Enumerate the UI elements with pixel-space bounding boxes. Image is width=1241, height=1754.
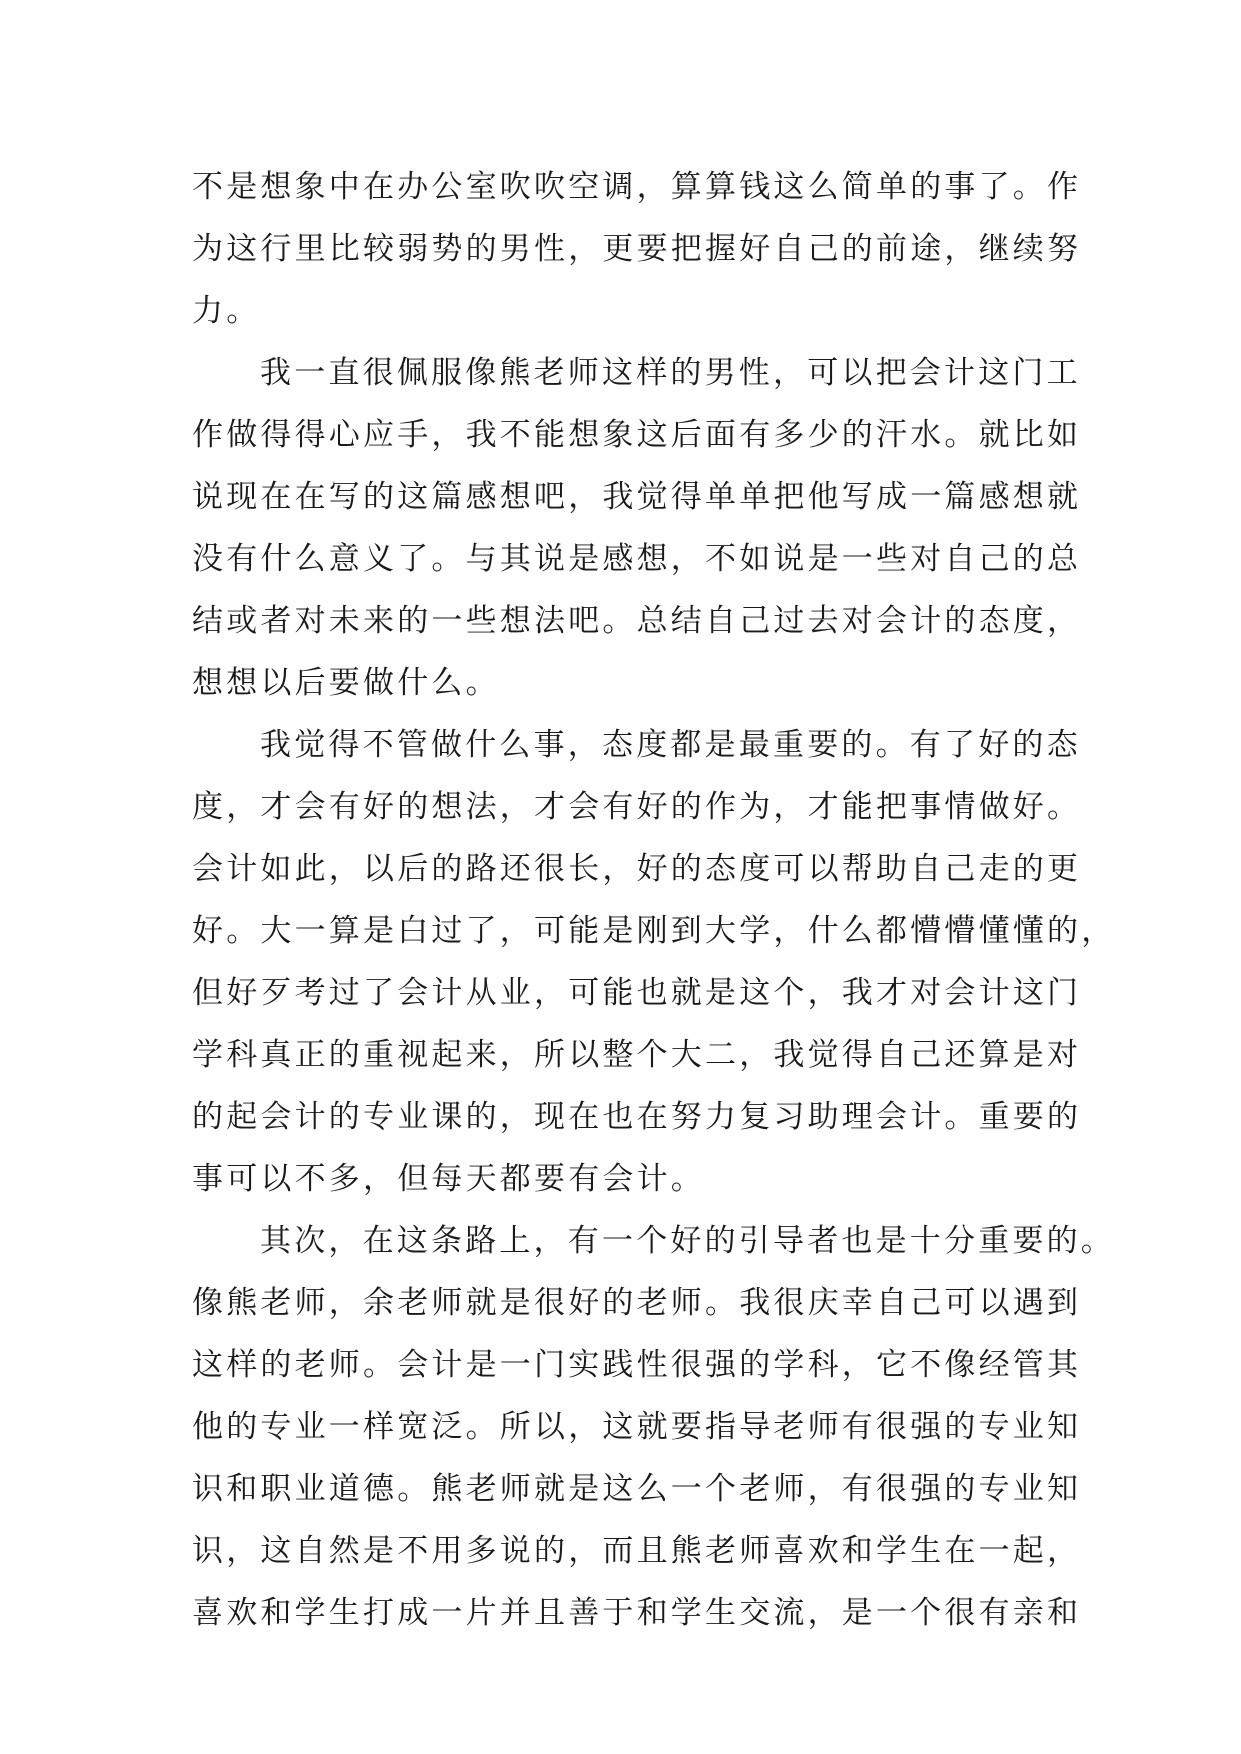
- text-line: 喜欢和学生打成一片并且善于和学生交流，是一个很有亲和: [192, 1595, 1082, 1631]
- text-line: 想想以后要做什么。: [192, 665, 500, 701]
- body-text: [192, 156, 1116, 1644]
- paragraph-2: [192, 342, 1082, 714]
- text-line: 结或者对未来的一些想法吧。总结自己过去对会计的态度，: [192, 603, 1082, 639]
- text-line: 没有什么意义了。与其说是感想，不如说是一些对自己的总: [192, 541, 1082, 577]
- text-line-first: 我一直很佩服像熊老师这样的男性，可以把会计这门工: [260, 355, 1081, 391]
- text-line-first: 我觉得不管做什么事，态度都是最重要的。有了好的态: [260, 727, 1081, 763]
- text-line: 事可以不多，但每天都要有会计。: [192, 1161, 705, 1197]
- paragraph-4: [192, 1210, 1115, 1644]
- paragraph-3: [192, 714, 1116, 1210]
- text-line: 会计如此，以后的路还很长，好的态度可以帮助自己走的更: [192, 851, 1082, 887]
- text-line: 作做得得心应手，我不能想象这后面有多少的汗水。就比如: [192, 417, 1082, 453]
- text-line: 为这行里比较弱势的男性，更要把握好自己的前途，继续努: [192, 231, 1082, 267]
- text-line: 学科真正的重视起来，所以整个大二，我觉得自己还算是对: [192, 1037, 1082, 1073]
- text-line: 不是想象中在办公室吹吹空调，算算钱这么简单的事了。作: [192, 169, 1082, 205]
- text-line: 这样的老师。会计是一门实践性很强的学科，它不像经管其: [192, 1347, 1082, 1383]
- paragraph-1: [192, 156, 1082, 342]
- text-line: 识和职业道德。熊老师就是这么一个老师，有很强的专业知: [192, 1471, 1082, 1507]
- text-line: 说现在在写的这篇感想吧，我觉得单单把他写成一篇感想就: [192, 479, 1082, 515]
- text-line: 识，这自然是不用多说的，而且熊老师喜欢和学生在一起，: [192, 1533, 1082, 1569]
- text-line: 他的专业一样宽泛。所以，这就要指导老师有很强的专业知: [192, 1409, 1082, 1445]
- text-line: 但好歹考过了会计从业，可能也就是这个，我才对会计这门: [192, 975, 1082, 1011]
- text-line: 像熊老师，余老师就是很好的老师。我很庆幸自己可以遇到: [192, 1285, 1082, 1321]
- text-line-first: 其次，在这条路上，有一个好的引导者也是十分重要的。: [260, 1223, 1115, 1259]
- text-line: 好。大一算是白过了，可能是刚到大学，什么都懵懵懂懂的，: [192, 913, 1116, 949]
- text-line: 的起会计的专业课的，现在也在努力复习助理会计。重要的: [192, 1099, 1082, 1135]
- text-line: 力。: [192, 293, 261, 329]
- text-line: 度，才会有好的想法，才会有好的作为，才能把事情做好。: [192, 789, 1082, 825]
